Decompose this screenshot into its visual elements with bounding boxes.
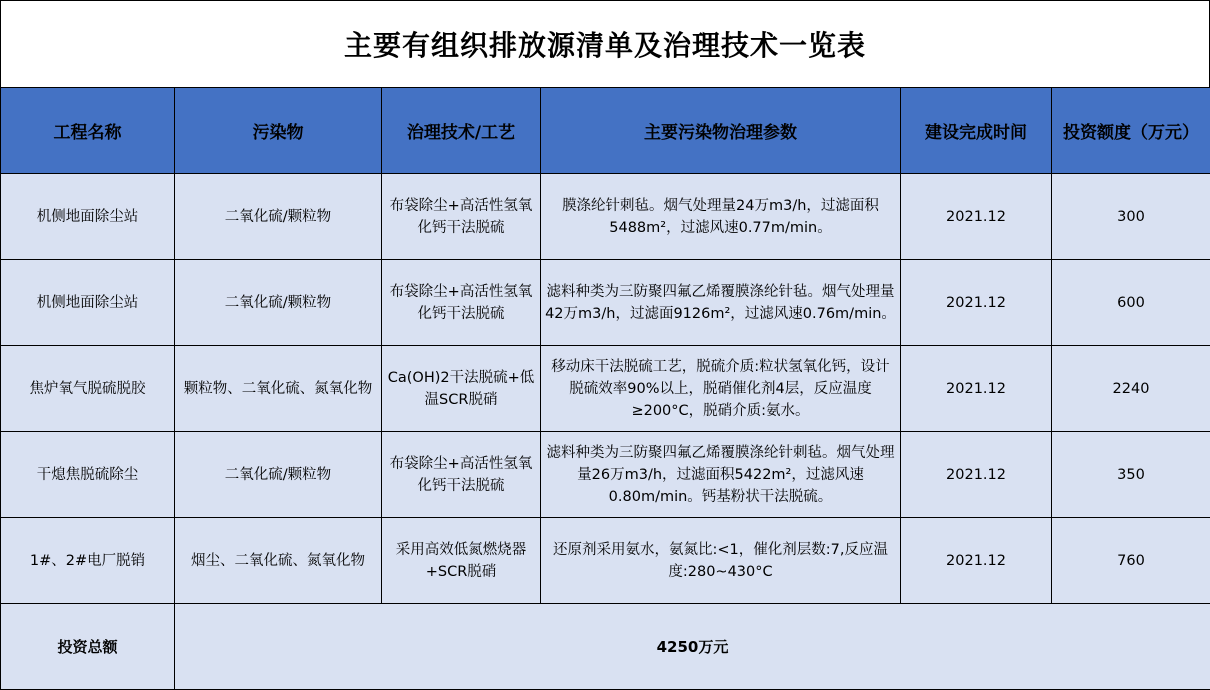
cell-parameters: 还原剂采用氨水，氨氮比:<1，催化剂层数:7,反应温度:280~430°C [541,518,901,604]
title-row [0,0,1210,87]
header-project-name: 工程名称 [1,88,175,174]
cell-project-name: 1#、2#电厂脱销 [1,518,175,604]
table-title: 主要有组织排放源清单及治理技术一览表 [344,24,866,64]
cell-completion-time: 2021.12 [901,174,1052,260]
cell-technology: 布袋除尘+高活性氢氧化钙干法脱硫 [382,432,541,518]
table-row [1,518,1210,604]
cell-investment: 2240 [1052,346,1210,432]
table-row [1,174,1210,260]
header-row [1,88,1210,174]
total-label: 投资总额 [1,604,175,690]
cell-project-name: 焦炉氧气脱硫脱胶 [1,346,175,432]
cell-project-name: 干熄焦脱硫除尘 [1,432,175,518]
cell-parameters: 滤料种类为三防聚四氟乙烯覆膜涤纶针刺毡。烟气处理量26万m3/h，过滤面积5422m²，过滤风速0.80m/min。钙基粉状干法脱硫。 [541,432,901,518]
cell-investment: 300 [1052,174,1210,260]
header-technology: 治理技术/工艺 [382,88,541,174]
header-completion-time: 建设完成时间 [901,88,1052,174]
cell-investment: 600 [1052,260,1210,346]
table-row [1,432,1210,518]
cell-project-name: 机侧地面除尘站 [1,174,175,260]
cell-pollutant: 二氧化硫/颗粒物 [175,260,382,346]
cell-pollutant: 二氧化硫/颗粒物 [175,432,382,518]
cell-investment: 350 [1052,432,1210,518]
cell-pollutant: 颗粒物、二氧化硫、氮氧化物 [175,346,382,432]
header-investment: 投资额度（万元） [1052,88,1210,174]
cell-investment: 760 [1052,518,1210,604]
cell-technology: 采用高效低氮燃烧器+SCR脱硝 [382,518,541,604]
cell-parameters: 膜涤纶针刺毡。烟气处理量24万m3/h，过滤面积5488m²，过滤风速0.77m/min。 [541,174,901,260]
cell-technology: 布袋除尘+高活性氢氧化钙干法脱硫 [382,174,541,260]
cell-pollutant: 二氧化硫/颗粒物 [175,174,382,260]
cell-project-name: 机侧地面除尘站 [1,260,175,346]
cell-completion-time: 2021.12 [901,432,1052,518]
header-pollutant: 污染物 [175,88,382,174]
cell-completion-time: 2021.12 [901,518,1052,604]
cell-parameters: 滤料种类为三防聚四氟乙烯覆膜涤纶针毡。烟气处理量42万m3/h，过滤面9126m²，过滤风速0.76m/min。 [541,260,901,346]
cell-technology: 布袋除尘+高活性氢氧化钙干法脱硫 [382,260,541,346]
total-value: 4250万元 [175,604,1210,690]
total-row [1,604,1210,690]
cell-completion-time: 2021.12 [901,346,1052,432]
cell-technology: Ca(OH)2干法脱硫+低温SCR脱硝 [382,346,541,432]
cell-pollutant: 烟尘、二氧化硫、氮氧化物 [175,518,382,604]
table-row [1,260,1210,346]
emission-table [0,87,1210,690]
cell-parameters: 移动床干法脱硫工艺，脱硫介质:粒状氢氧化钙，设计脱硫效率90%以上，脱硝催化剂4层，反应温度≥200°C，脱硝介质:氨水。 [541,346,901,432]
table-row [1,346,1210,432]
cell-completion-time: 2021.12 [901,260,1052,346]
header-parameters: 主要污染物治理参数 [541,88,901,174]
